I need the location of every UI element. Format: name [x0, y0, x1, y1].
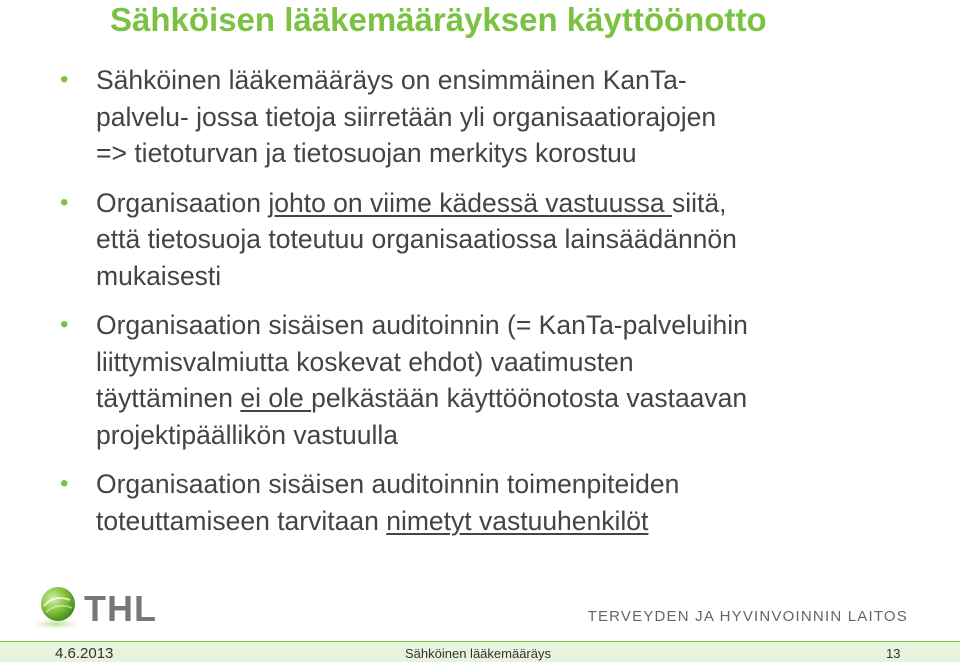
- bullet-line: [96, 99, 938, 136]
- text-segment: Organisaation sisäisen auditoinnin toimenpiteiden: [96, 469, 680, 499]
- bullet-line: [96, 221, 938, 258]
- bullet-marker: •: [60, 188, 69, 216]
- slide-title: Sähköisen lääkemääräyksen käyttöönotto: [110, 1, 767, 38]
- text-segment: siitä,: [671, 187, 727, 218]
- text-segment: pelkästään käyttöönotosta vastaavan: [311, 383, 748, 413]
- bullet-line: [96, 62, 938, 99]
- bullet-list: [58, 62, 938, 552]
- bullet-line: [96, 417, 938, 454]
- page-number: 13: [886, 646, 901, 661]
- text-segment: toteuttamiseen tarvitaan: [96, 505, 387, 536]
- bullet-line: [96, 380, 938, 417]
- text-segment: => tietoturvan ja tietosuojan merkitys korostuu: [96, 138, 637, 168]
- text-segment: projektipäällikön vastuulla: [96, 419, 398, 450]
- underlined-text: ei ole: [240, 383, 312, 413]
- text-segment: täyttäminen: [96, 383, 241, 413]
- text-segment: Sähköinen lääkemääräys on ensimmäinen KanTa-: [96, 65, 687, 95]
- bullet-item: [58, 307, 938, 453]
- bullet-line: [96, 307, 938, 344]
- bullet-marker: •: [60, 470, 69, 497]
- footer-date: 4.6.2013: [55, 645, 114, 662]
- text-segment: Organisaation sisäisen auditoinnin (= KanTa-palveluihin: [96, 310, 748, 340]
- bullet-item: [58, 62, 938, 172]
- bullet-line: [96, 185, 938, 222]
- underlined-text: nimetyt vastuuhenkilöt: [386, 505, 649, 536]
- text-segment: että tietosuoja toteutuu organisaatiossa lainsäädännön: [96, 224, 737, 254]
- text-segment: liittymisvalmiutta koskevat ehdot) vaatimusten: [96, 346, 634, 377]
- bullet-marker: •: [60, 311, 69, 338]
- bullet-item: [58, 466, 938, 539]
- underlined-text: johto on viime kädessä vastuussa: [268, 187, 672, 218]
- bullet-line: [96, 135, 938, 172]
- bullet-marker: •: [60, 66, 69, 93]
- footer-title: Sähköinen lääkemääräys: [405, 646, 551, 661]
- thl-logo-text: THL: [84, 588, 157, 629]
- text-segment: Organisaation: [96, 187, 269, 218]
- bullet-line: [96, 466, 938, 503]
- organization-name: TERVEYDEN JA HYVINVOINNIN LAITOS: [587, 608, 908, 625]
- text-segment: mukaisesti: [96, 260, 222, 291]
- bullet-line: [96, 344, 938, 381]
- bullet-line: [96, 258, 938, 295]
- bullet-item: [58, 185, 938, 295]
- text-segment: palvelu- jossa tietoja siirretään yli organisaatiorajojen: [96, 101, 717, 132]
- bullet-line: [96, 503, 938, 540]
